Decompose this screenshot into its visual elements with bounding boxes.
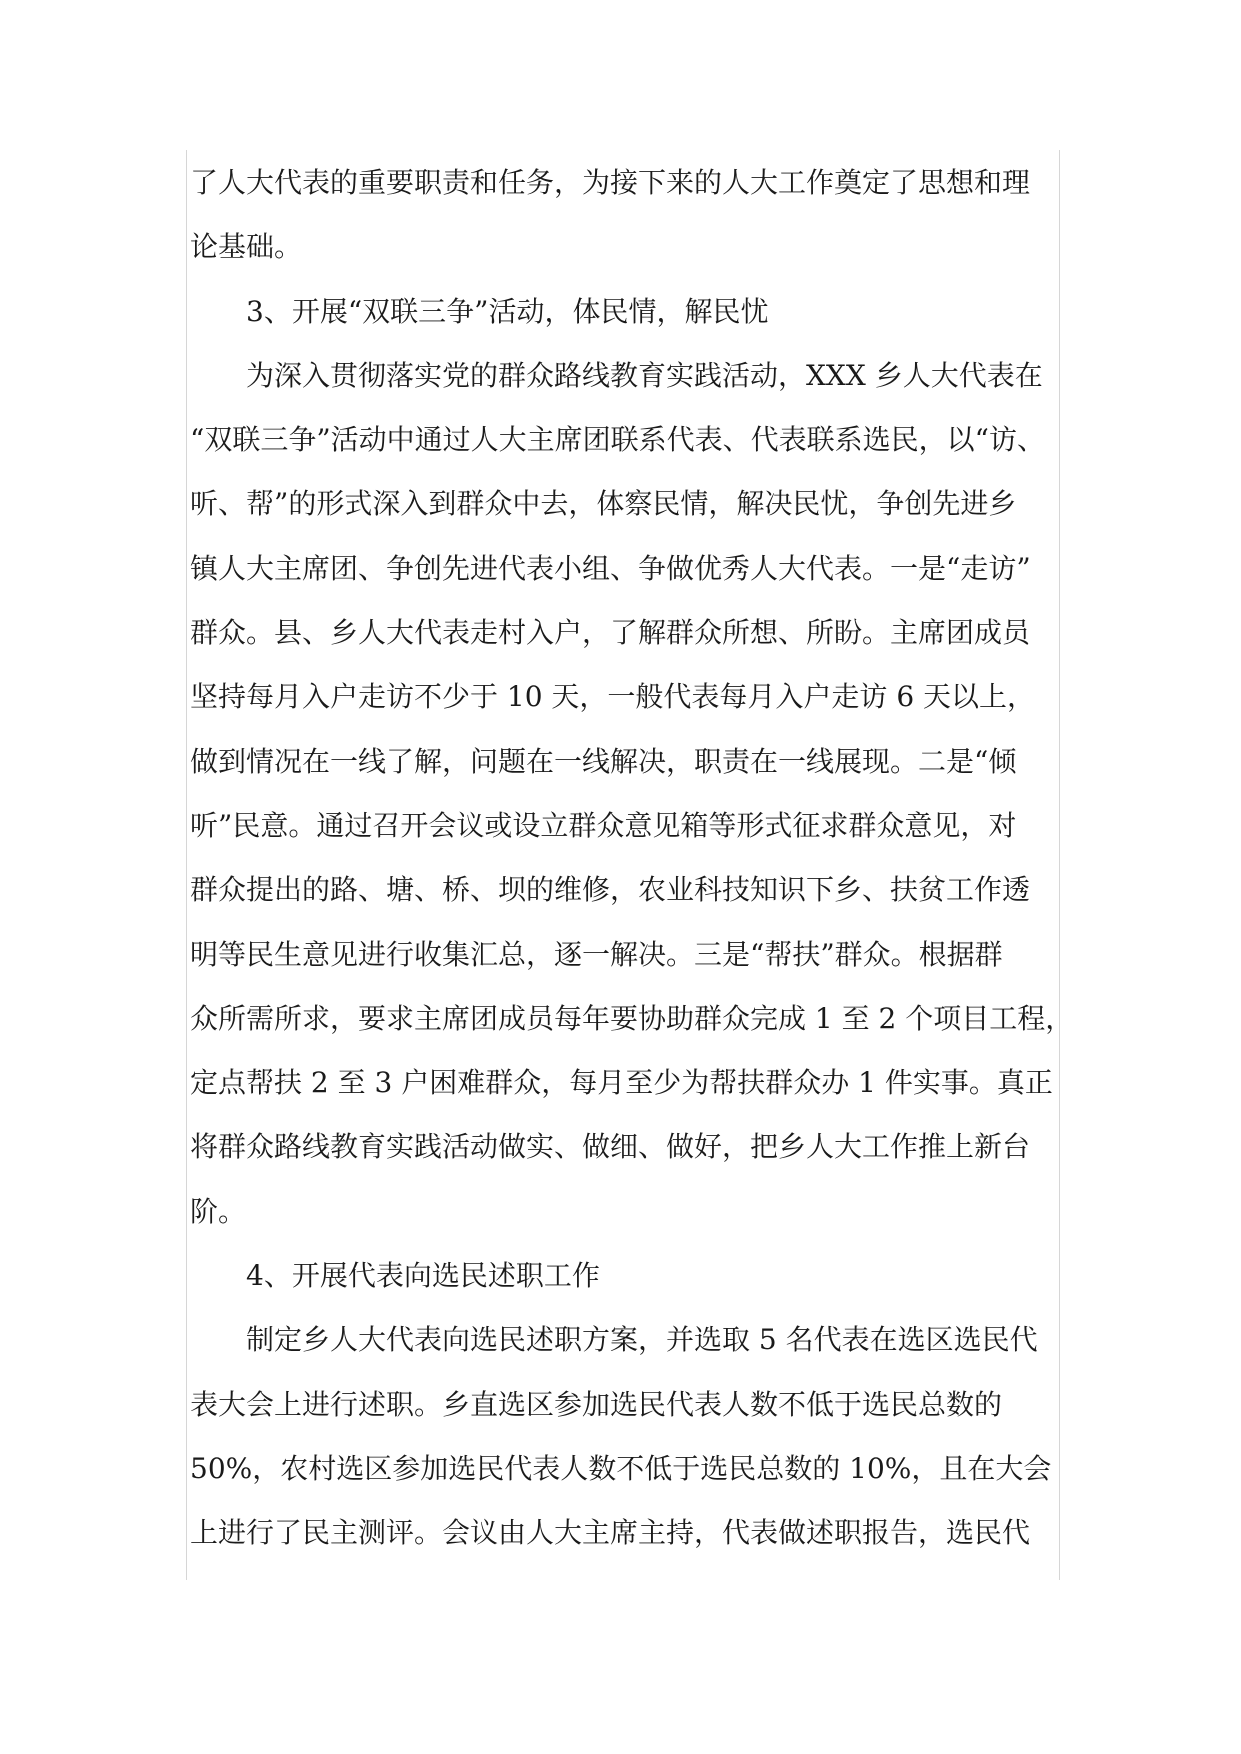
text-line: 上进行了民主测评。会议由人大主席主持，代表做述职报告，选民代 — [190, 1516, 1031, 1550]
left-margin-line — [186, 150, 187, 1580]
section-heading-4: 4、开展代表向选民述职工作 — [246, 1259, 600, 1293]
text-line: 群众。县、乡人大代表走村入户，了解群众所想、所盼。主席团成员 — [190, 616, 1031, 650]
text-line: 阶。 — [190, 1194, 247, 1228]
text-line: 50%，农村选区参加选民代表人数不低于选民总数的 10%，且在大会 — [190, 1451, 1052, 1485]
body-text — [190, 151, 1074, 1566]
text-line: 表大会上进行述职。乡直选区参加选民代表人数不低于选民总数的 — [190, 1387, 1003, 1421]
text-line: 听”民意。通过召开会议或设立群众意见箱等形式征求群众意见，对 — [190, 808, 1017, 842]
text-line: 做到情况在一线了解，问题在一线解决，职责在一线展现。二是“倾 — [190, 744, 1017, 778]
text-line: 坚持每月入户走访不少于 10 天，一般代表每月入户走访 6 天以上， — [190, 680, 1036, 714]
text-line: 群众提出的路、塘、桥、坝的维修，农业科技知识下乡、扶贫工作透 — [190, 873, 1031, 907]
text-line: 镇人大主席团、争创先进代表小组、争做优秀人大代表。一是“走访” — [190, 551, 1031, 585]
section-heading-3: 3、开展“双联三争”活动，体民情，解民忧 — [246, 294, 769, 328]
paragraph-start: 为深入贯彻落实党的群众路线教育实践活动，XXX 乡人大代表在 — [246, 358, 1043, 392]
text-line: 定点帮扶 2 至 3 户困难群众，每月至少为帮扶群众办 1 件实事。真正 — [190, 1066, 1053, 1100]
text-line: 了人大代表的重要职责和任务，为接下来的人大工作奠定了思想和理 — [190, 166, 1031, 199]
text-line: 听、帮”的形式深入到群众中去，体察民情，解决民忧，争创先进乡 — [190, 487, 1017, 521]
text-line: 论基础。 — [190, 230, 303, 264]
right-margin-line — [1059, 150, 1060, 1580]
text-line: 明等民生意见进行收集汇总，逐一解决。三是“帮扶”群众。根据群 — [190, 937, 1003, 971]
text-line: “双联三争”活动中通过人大主席团联系代表、代表联系选民，以“访、 — [190, 423, 1045, 457]
text-line: 将群众路线教育实践活动做实、做细、做好，把乡人大工作推上新台 — [190, 1130, 1031, 1164]
paragraph-start: 制定乡人大代表向选民述职方案，并选取 5 名代表在选区选民代 — [246, 1323, 1038, 1357]
text-line: 众所需所求，要求主席团成员每年要协助群众完成 1 至 2 个项目工程， — [190, 1001, 1074, 1035]
